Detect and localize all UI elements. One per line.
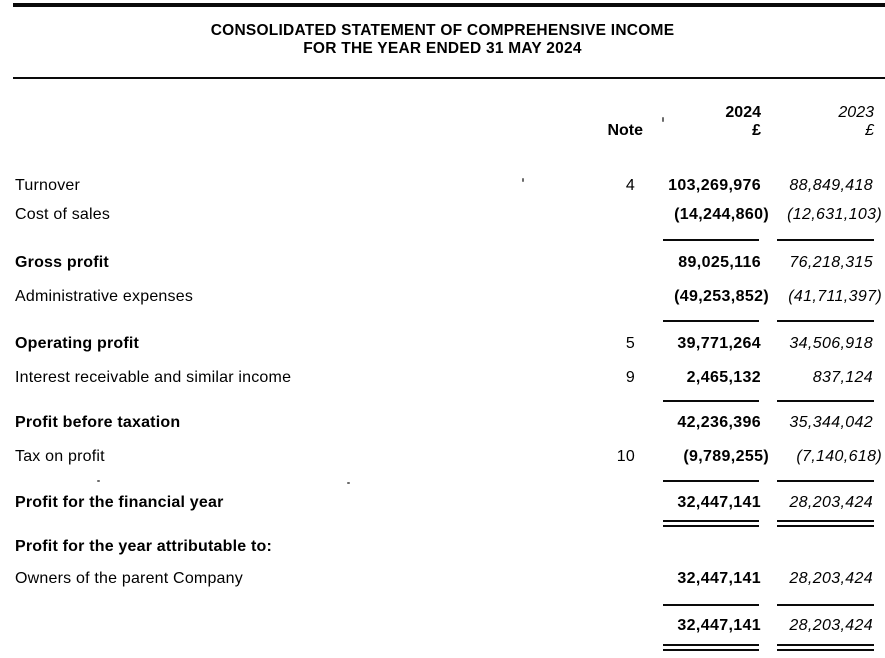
value-2023: 28,203,424 <box>789 494 873 511</box>
subtotal-rule <box>777 480 874 482</box>
total-double-rule <box>663 520 759 527</box>
value-2024: 39,771,264 <box>677 335 761 352</box>
subtotal-rule <box>777 604 874 606</box>
subtotal-rule <box>663 604 759 606</box>
row-label: Cost of sales <box>15 206 111 223</box>
row-label: Profit before taxation <box>15 414 181 431</box>
value-2024: 32,447,141 <box>677 494 761 511</box>
value-2023: 88,849,418 <box>789 177 873 194</box>
value-2024: 103,269,976 <box>668 177 761 194</box>
value-2023: 34,506,918 <box>789 335 873 352</box>
scan-speck <box>347 482 350 484</box>
value-2024: 89,025,116 <box>678 254 761 271</box>
value-2024: (49,253,852) <box>674 288 769 305</box>
scan-speck <box>662 117 664 122</box>
subtotal-rule <box>663 320 759 322</box>
value-2023: (41,711,397) <box>788 288 882 305</box>
document-title <box>0 22 885 58</box>
value-2023: 28,203,424 <box>789 617 873 634</box>
statement-row <box>0 617 885 637</box>
scan-speck <box>522 178 524 182</box>
statement-row <box>0 254 885 274</box>
statement-row <box>0 177 885 197</box>
row-label: Owners of the parent Company <box>15 570 243 587</box>
subtotal-rule <box>777 239 874 241</box>
statement-row <box>0 414 885 434</box>
row-label: Interest receivable and similar income <box>15 369 292 386</box>
value-2023: (12,631,103) <box>787 206 882 223</box>
value-2023: (7,140,618) <box>796 448 882 465</box>
scan-speck <box>97 480 100 482</box>
column-header-currency-2023: £ <box>865 122 874 139</box>
row-label: Profit for the year attributable to: <box>15 538 272 555</box>
value-2024: 42,236,396 <box>677 414 761 431</box>
row-label: Tax on profit <box>15 448 105 465</box>
value-2023: 28,203,424 <box>789 570 873 587</box>
statement-row <box>0 369 885 389</box>
title-line-2: FOR THE YEAR ENDED 31 MAY 2024 <box>303 40 582 57</box>
column-header-note: Note <box>607 122 643 139</box>
statement-row <box>0 494 885 514</box>
statement-row <box>0 288 885 308</box>
row-label: Gross profit <box>15 254 109 271</box>
statement-row <box>0 538 885 558</box>
subtotal-rule <box>663 400 759 402</box>
column-header-year-2024: 2024 <box>725 104 761 121</box>
statement-row <box>0 206 885 226</box>
column-header-year-2023: 2023 <box>838 104 874 121</box>
row-label: Operating profit <box>15 335 140 352</box>
note-reference: 4 <box>625 177 635 194</box>
row-label: Turnover <box>15 177 81 194</box>
subtotal-rule <box>663 239 759 241</box>
total-double-rule <box>777 520 874 527</box>
value-2023: 76,218,315 <box>789 254 873 271</box>
statement-row <box>0 335 885 355</box>
value-2023: 837,124 <box>812 369 873 386</box>
note-reference: 9 <box>625 369 635 386</box>
value-2024: (14,244,860) <box>674 206 769 223</box>
title-divider-rule <box>13 77 885 79</box>
note-reference: 10 <box>616 448 635 465</box>
value-2024: 32,447,141 <box>677 617 761 634</box>
total-double-rule <box>777 644 874 651</box>
value-2024: 32,447,141 <box>677 570 761 587</box>
column-header-currency-2024: £ <box>752 122 761 139</box>
value-2024: 2,465,132 <box>686 369 761 386</box>
top-border-rule <box>13 3 885 7</box>
row-label: Profit for the financial year <box>15 494 224 511</box>
subtotal-rule <box>663 480 759 482</box>
row-label: Administrative expenses <box>15 288 194 305</box>
statement-row <box>0 570 885 590</box>
total-double-rule <box>663 644 759 651</box>
subtotal-rule <box>777 400 874 402</box>
statement-row <box>0 448 885 468</box>
value-2024: (9,789,255) <box>683 448 769 465</box>
value-2023: 35,344,042 <box>789 414 873 431</box>
title-line-1: CONSOLIDATED STATEMENT OF COMPREHENSIVE INCOME <box>210 22 675 39</box>
subtotal-rule <box>777 320 874 322</box>
note-reference: 5 <box>625 335 635 352</box>
